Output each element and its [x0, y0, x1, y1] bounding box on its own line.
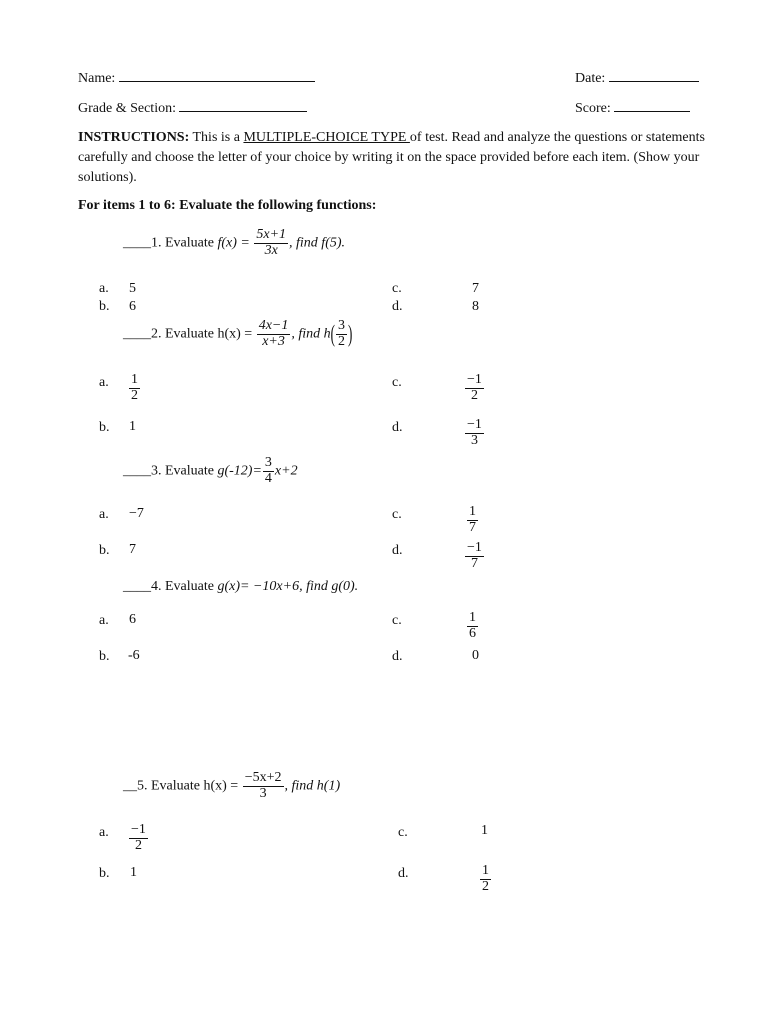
score-blank[interactable]: [614, 100, 690, 112]
q5-choice-a[interactable]: $\frac{-1}{2}$: [131, 822, 146, 853]
name-label: Name:: [78, 71, 116, 86]
q2-choice-d[interactable]: $\frac{-1}{3}$: [467, 417, 482, 448]
choice-letter: b.: [99, 420, 110, 435]
instructions: INSTRUCTIONS: This is a MULTIPLE-CHOICE TYPE of test. Read and analyze the questions or statements carefully and choose the letter of your choice by writing it on the space provided before each item. (Show your solutions).: [78, 130, 705, 185]
q3-choice-c[interactable]: $\frac{1}{7}$: [469, 504, 476, 535]
fraction: $\frac{-5x+2}{3}$: [244, 770, 282, 801]
q2-choice-a[interactable]: $\frac{1}{2}$: [131, 372, 138, 403]
question-5: __5. Evaluate h(x) = $\frac{-5x+2}{3}$ , find h(1): [123, 770, 341, 801]
q5-choice-d[interactable]: $\frac{1}{2}$: [482, 863, 489, 894]
choice-letter: d.: [392, 299, 403, 314]
choice-letter: a.: [99, 507, 109, 522]
choice-letter: a.: [99, 281, 109, 296]
answer-blank-5[interactable]: __: [123, 778, 137, 794]
choice-letter: d.: [392, 649, 403, 664]
grade-label: Grade & Section:: [78, 101, 176, 116]
q3-choice-b[interactable]: 7: [129, 542, 136, 557]
choice-letter: a.: [99, 375, 109, 390]
q5-choice-b[interactable]: 1: [130, 865, 137, 880]
question-2: ____2. Evaluate h(x) = $\frac{4x-1}{x+3}$ , find h( $\frac{3}{2}$ ): [123, 318, 353, 349]
choice-letter: c.: [392, 375, 402, 390]
q4-choice-d[interactable]: 0: [472, 648, 479, 663]
choice-letter: b.: [99, 649, 110, 664]
choice-letter: c.: [392, 507, 402, 522]
answer-blank-1[interactable]: ____: [123, 235, 151, 251]
choice-letter: a.: [99, 825, 109, 840]
q3-choice-d[interactable]: $\frac{-1}{7}$: [467, 540, 482, 571]
q4-choice-c[interactable]: $\frac{1}{6}$: [469, 610, 476, 641]
answer-blank-4[interactable]: ____: [123, 579, 151, 594]
choice-letter: b.: [99, 299, 110, 314]
q3-choice-a[interactable]: −7: [129, 506, 144, 521]
answer-blank-2[interactable]: ____: [123, 326, 151, 342]
date-blank[interactable]: [609, 70, 699, 82]
grade-blank[interactable]: [179, 100, 307, 112]
question-3: ____3. Evaluate g(-12)= $\frac{3}{4}$ x+2: [123, 455, 298, 486]
choice-letter: c.: [392, 613, 402, 628]
q4-choice-a[interactable]: 6: [129, 612, 136, 627]
choice-letter: c.: [392, 281, 402, 296]
choice-letter: c.: [398, 825, 408, 840]
q4-choice-b[interactable]: -6: [128, 648, 140, 663]
choice-letter: d.: [398, 866, 409, 881]
name-blank[interactable]: [119, 70, 315, 82]
q2-choice-c[interactable]: $\frac{-1}{2}$: [467, 372, 482, 403]
date-field[interactable]: [575, 70, 699, 87]
date-label: Date:: [575, 71, 606, 86]
answer-blank-3[interactable]: ____: [123, 463, 151, 479]
q2-choice-b[interactable]: 1: [129, 419, 136, 434]
fraction: $\frac{3}{4}$: [264, 455, 272, 486]
grade-field[interactable]: [78, 100, 307, 117]
q1-choice-d[interactable]: 8: [472, 299, 479, 314]
choice-letter: b.: [99, 866, 110, 881]
fraction: $\frac{5x+1}{3x}$: [256, 227, 287, 258]
score-field[interactable]: [575, 100, 690, 117]
q1-choice-c[interactable]: 7: [472, 281, 479, 296]
fraction: $\frac{3}{2}$: [338, 318, 346, 349]
name-field[interactable]: [78, 70, 315, 87]
choice-letter: b.: [99, 543, 110, 558]
fraction: $\frac{4x-1}{x+3}$: [258, 318, 289, 349]
q5-choice-c[interactable]: 1: [481, 823, 488, 838]
choice-letter: a.: [99, 613, 109, 628]
choice-letter: d.: [392, 543, 403, 558]
q1-choice-b[interactable]: 6: [129, 299, 136, 314]
question-1: ____1. Evaluate f(x) = $\frac{5x+1}{3x}$ , find f(5).: [123, 227, 346, 258]
choice-letter: d.: [392, 420, 403, 435]
score-label: Score:: [575, 101, 611, 116]
section-title: For items 1 to 6: Evaluate the following functions:: [78, 198, 377, 213]
q1-choice-a[interactable]: 5: [129, 281, 136, 296]
question-4: ____4. Evaluate g(x)= −10x+6, find g(0).: [123, 579, 359, 594]
